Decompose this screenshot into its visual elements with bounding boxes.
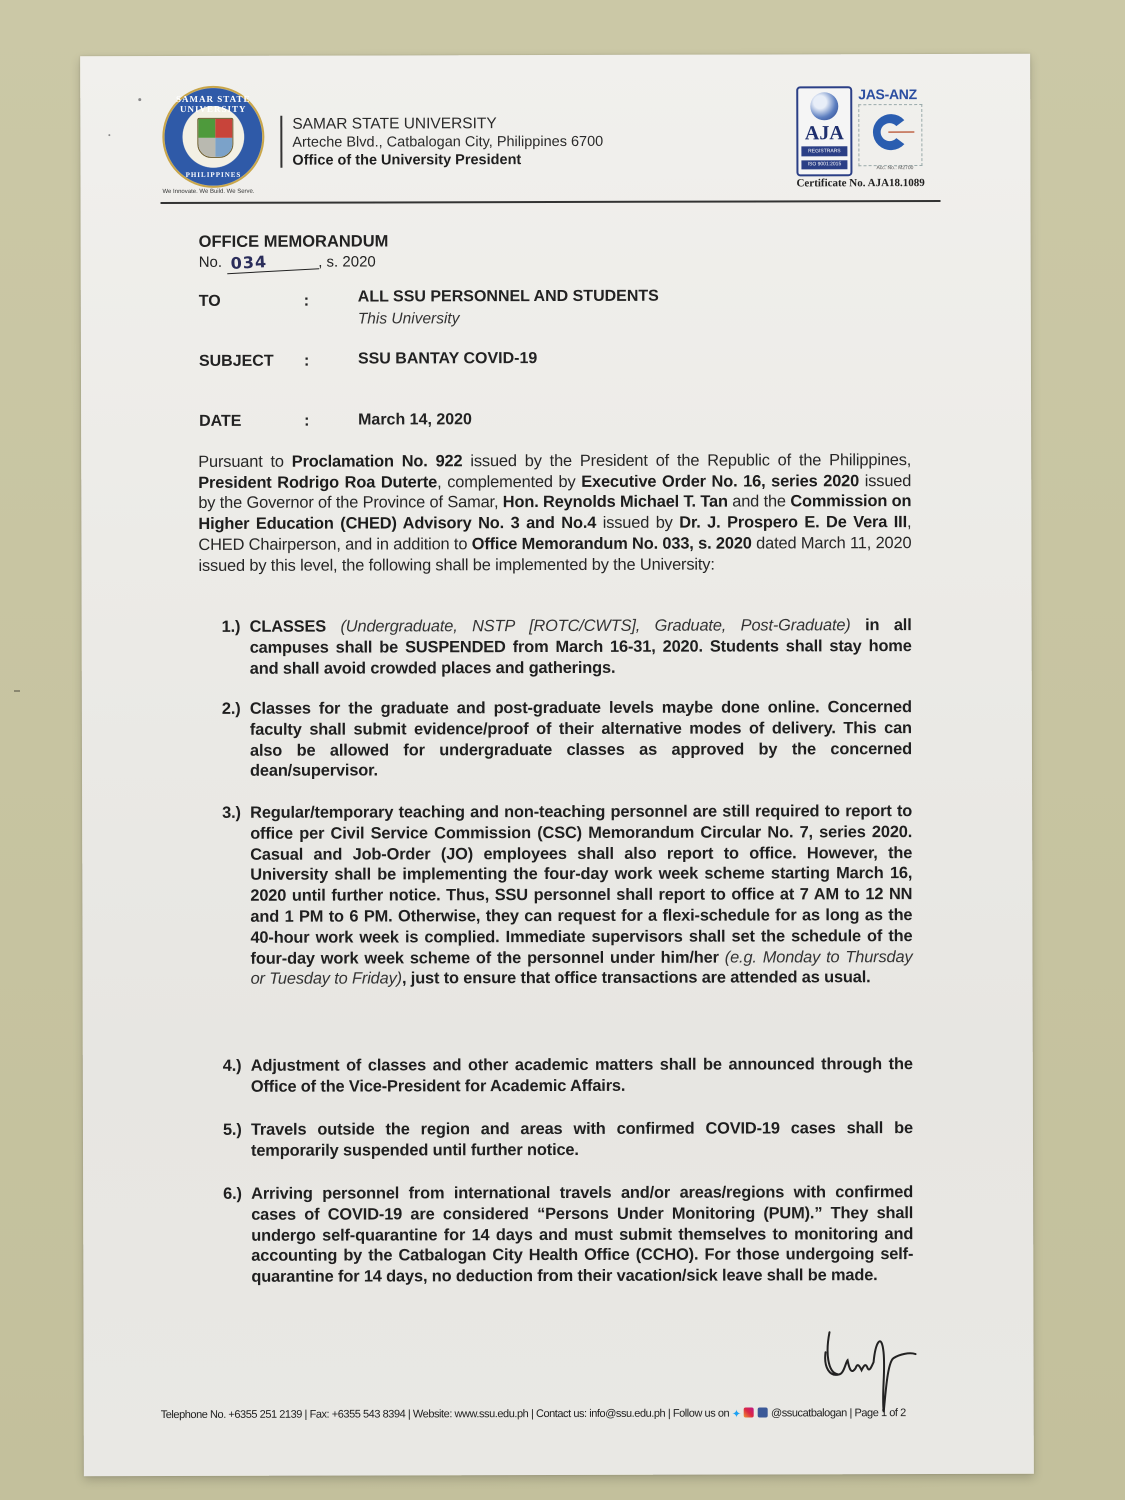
subject-label: SUBJECT — [198, 352, 274, 370]
memo-number-handwritten: 034 — [226, 249, 319, 274]
to-value: ALL SSU PERSONNEL AND STUDENTS — [357, 287, 659, 306]
item-text: Regular/temporary teaching and non-teaching personnel are still required to report to office per Civil Service Commission (CSC) Memorandum Circular No. 7, series 2020. Casual and Job-Order (JO) employees shall also report to office. However, the University shall be implementing the four-day work week scheme starting March 16, 2020 until further notice. Thus, SSU personnel shall report to office at 7 AM to 12 NN and 1 PM to 6 PM. Otherwise, they can request for a flexi-schedule for as long as the 40-hour work week is complied. Immediate supervisors shall set the schedule of the four-day work week scheme of the personnel under him/her (e.g. Monday to Thursday or Tuesday to Friday), just to ensure that office transactions are attended as usual. — [250, 802, 913, 989]
date-colon: : — [304, 412, 310, 430]
footer-website-link[interactable]: Website: www.ssu.edu.ph — [412, 1408, 529, 1421]
footer-telephone: Telephone No. +6355 251 2139 — [160, 1408, 302, 1422]
footer-fax: Fax: +6355 543 8394 — [309, 1408, 406, 1421]
memo-item-5 — [223, 1118, 913, 1161]
memo-page — [80, 54, 1034, 1476]
certificate-number: Certificate No. AJA18.1089 — [796, 177, 925, 190]
memo-number — [198, 251, 376, 274]
header-rule — [161, 200, 941, 204]
to-label: TO — [198, 292, 221, 310]
university-address: Arteche Blvd., Catbalogan City, Philippines 6700 — [292, 133, 604, 151]
university-name: SAMAR STATE UNIVERSITY — [292, 115, 497, 133]
footer-follow-label: Follow us on — [672, 1407, 730, 1420]
aja-registrars-logo — [796, 86, 852, 176]
memo-item-4 — [223, 1054, 913, 1097]
seal-ring-text: SAMAR STATE UNIVERSITY — [176, 93, 251, 114]
jas-anz-c-logo-icon — [864, 106, 914, 158]
university-office: Office of the University President — [292, 152, 522, 169]
subject-colon: : — [303, 352, 310, 370]
memo-item-1 — [222, 615, 912, 679]
to-sub: This University — [357, 310, 460, 328]
item-text: CLASSES (Undergraduate, NSTP [ROTC/CWTS], Graduate, Post-Graduate) in all campuses shall be SUSPENDED from March 16-31, 2020. Students shall stay home and shall avoid crowded places and gatherings. — [249, 616, 912, 678]
globe-icon — [810, 92, 838, 120]
memo-series: , s. 2020 — [318, 253, 376, 271]
jas-anz-label: JAS-ANZ — [858, 86, 917, 103]
item-number: 2.) — [221, 699, 241, 718]
pinhole — [108, 134, 110, 136]
iso-label: ISO 9001:2015 — [801, 160, 847, 169]
item-number: 3.) — [222, 803, 241, 822]
university-tagline: We Innovate. We Build. We Serve. — [162, 188, 255, 196]
signature — [819, 1322, 939, 1420]
memo-item-2 — [222, 697, 912, 782]
pinhole — [138, 98, 141, 101]
item-number: 6.) — [223, 1184, 242, 1203]
twitter-icon[interactable]: ✦ — [731, 1408, 741, 1421]
item-number: 1.) — [221, 617, 241, 636]
page-footer: Telephone No. +6355 251 2139 | Fax: +6355 543 8394 | Website: www.ssu.edu.ph | Contact us: info@ssu.edu.ph | Follow us on ✦ @ssucatbalogan | Page 1 of 2 — [160, 1407, 906, 1422]
to-colon: : — [303, 292, 310, 310]
aja-registrars-label: REGISTRARS — [801, 146, 847, 156]
accreditation-number: Acc. No.: M2700 — [876, 165, 914, 172]
memo-item-6 — [223, 1182, 913, 1288]
university-seal — [162, 86, 264, 188]
aja-label: AJA — [804, 122, 844, 145]
footer-page-number: Page 1 of 2 — [854, 1407, 906, 1420]
intro-paragraph: Pursuant to Proclamation No. 922 issued by the President of the Republic of the Philippines, President Rodrigo Roa Duterte, complemented by Executive Order No. 16, series 2020 issued by the Governor of the Province of Samar, Hon. Reynolds Michael T. Tan and the Commission on Higher Education (CHED) Advisory No. 3 and No.4 issued by Dr. J. Prospero E. De Vera III, CHED Chairperson, and in addition to Office Memorandum No. 033, s. 2020 dated March 11, 2020 issued by this level, the following shall be implemented by the University: — [198, 451, 912, 575]
item-text: Arriving personnel from international travels and/or areas/regions with confirmed cases of COVID-19 are considered “Persons Under Monitoring (PUM).” They shall undergo self-quarantine for 14 days and must submit themselves to monitoring and accounting by the Catbalogan City Health Office (CCHO). For those undergoing self-quarantine for 14 days, no deduction from their vacation/sick leave shall be made. — [251, 1183, 914, 1286]
item-text: Travels outside the region and areas with confirmed COVID-19 cases shall be temporarily suspended until further notice. — [250, 1119, 913, 1160]
footer-contact-email-link[interactable]: Contact us: info@ssu.edu.ph — [535, 1407, 666, 1421]
footer-social-handle[interactable]: @ssucatbalogan — [771, 1407, 847, 1420]
header-divider — [280, 116, 282, 168]
date-value: March 14, 2020 — [358, 411, 472, 429]
seal-shield-icon — [197, 118, 233, 158]
item-text: Classes for the graduate and post-graduate levels maybe done online. Concerned faculty shall submit evidence/proof of their alternative modes of delivery. This can also be allowed for undergraduate classes as approved by the concerned dean/supervisor. — [249, 698, 912, 781]
instagram-icon[interactable] — [744, 1407, 754, 1417]
seal-ring-bottom: PHILIPPINES — [185, 170, 242, 179]
wall-mark — [14, 690, 20, 692]
item-text: Adjustment of classes and other academic matters shall be announced through the Office of the Vice-President for Academic Affairs. — [250, 1055, 913, 1096]
facebook-icon[interactable] — [757, 1407, 767, 1417]
memo-number-prefix: No. — [198, 253, 223, 271]
memo-item-3 — [222, 801, 912, 990]
subject-value: SSU BANTAY COVID-19 — [357, 350, 538, 368]
date-label: DATE — [199, 412, 242, 430]
memo-title: OFFICE MEMORANDUM — [198, 232, 389, 251]
item-number: 5.) — [222, 1120, 242, 1139]
item-number: 4.) — [222, 1056, 242, 1075]
